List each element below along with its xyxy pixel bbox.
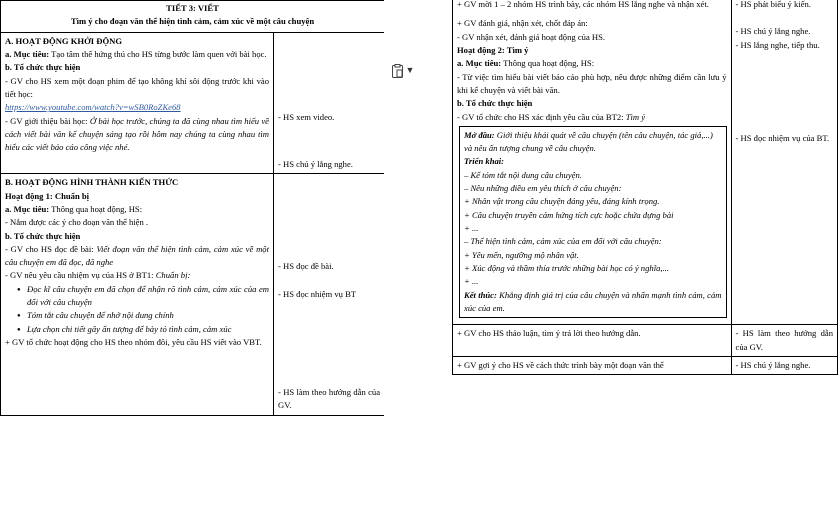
list-item: – Kể tóm tắt nội dung câu chuyện.	[464, 169, 582, 180]
hs-listen: - HS chú ý lắng nghe.	[735, 26, 811, 37]
list-item: + Nhân vật trong câu chuyện đáng yêu, đáng kính trọng.	[464, 196, 660, 207]
list-item: + Câu chuyện truyền cảm hứng tích cực hoặc chứa đựng bài	[464, 209, 674, 220]
outline-box	[459, 126, 727, 318]
paste-options-button[interactable]	[384, 60, 422, 82]
activity-1-objective: a. Mục tiêu: Thông qua hoạt động, HS:	[5, 203, 143, 214]
activity-1-hs-read-task: - HS đọc nhiệm vụ BT	[278, 288, 357, 299]
list-item: + ...	[464, 276, 479, 287]
title-row	[1, 1, 385, 33]
section-a-implementation: b. Tổ chức thực hiện	[5, 62, 81, 73]
activity-1-implementation: b. Tổ chức thực hiện	[5, 230, 81, 241]
activity-1-hs-read-topic: - HS đọc đề bài.	[278, 261, 334, 272]
section-a-hs-listen: - HS chú ý lắng nghe.	[278, 158, 353, 169]
right-row-2	[453, 325, 838, 357]
section-b-heading: B. HOẠT ĐỘNG HÌNH THÀNH KIẾN THỨC	[5, 177, 179, 188]
hs-attend: - HS chú ý lắng nghe.	[735, 359, 811, 370]
chevron-down-icon: ▼	[405, 65, 415, 76]
list-item: – Nêu những điều em yêu thích ở câu chuyện:	[464, 183, 622, 194]
list-item: ● Đọc kĩ câu chuyện em đã chọn để nhận rõ tình cảm, cảm xúc của em đối với câu chuyện	[17, 283, 269, 310]
lesson-subtitle: Tìm ý cho đoạn văn thể hiện tình cảm, cảm xúc về một câu chuyện	[70, 16, 315, 27]
section-a-student-cell	[274, 32, 385, 174]
section-b-row	[1, 174, 385, 415]
list-item: ● Lựa chọn chi tiết gây ấn tượng để bày tỏ tình cảm, cảm xúc	[17, 323, 269, 336]
activity-1-heading: Hoạt động 1: Chuẩn bị	[5, 190, 90, 201]
hs-read-task: - HS đọc nhiệm vụ của BT.	[735, 132, 830, 143]
clipboard-paste-icon	[392, 64, 403, 78]
section-a-gv-intro: - GV giới thiệu bài học: Ở bài học trước, chúng ta đã cùng nhau tìm hiểu về cách viết bài văn kể chuyện sáng tạo rồi hôm nay chúng ta cùng nhau tìm hiểu các viết báo cáo công việc nhé.	[5, 115, 269, 153]
activity-1-gv-pairs: + GV tổ chức hoạt động cho HS theo nhóm đôi, yêu cầu HS viết vào VBT.	[5, 337, 262, 347]
outline-body-label: Triển khai:	[464, 156, 505, 167]
hs-follow: - HS làm theo hướng dẫn của GV.	[735, 328, 833, 352]
list-item: + Yêu mến, ngưỡng mộ nhân vật.	[464, 249, 579, 260]
activity-2-heading: Hoạt động 2: Tìm ý	[457, 44, 529, 55]
activity-1-grasp: - Nắm được các ý cho đoạn văn thể hiện .	[5, 217, 149, 228]
section-b-teacher-cell	[1, 174, 274, 415]
document-page-left	[0, 0, 384, 527]
right-row-3	[453, 356, 838, 374]
preparation-bullet-list	[5, 283, 269, 336]
list-item: + Xúc động và thầm thía trước những bài học có ý nghĩa,...	[464, 262, 669, 273]
gv-discussion: + GV cho HS thảo luận, tìm ý trả lời theo hướng dẫn.	[457, 328, 641, 339]
activity-2-objective: a. Mục tiêu: Thông qua hoạt động, HS:	[457, 58, 595, 69]
section-a-heading: A. HOẠT ĐỘNG KHỞI ĐỘNG	[5, 35, 123, 46]
document-page-right	[452, 0, 838, 527]
activity-2-gv-task: - GV tổ chức cho HS xác định yêu cầu của BT2: Tìm ý	[457, 111, 646, 122]
hs-listen-absorb: - HS lắng nghe, tiếp thu.	[735, 39, 820, 50]
gv-comment: - GV nhận xét, đánh giá hoạt động của HS.	[457, 31, 606, 42]
activity-1-gv-topic: - GV cho HS đọc đề bài: Viết đoạn văn thể hiện tình cảm, cảm xúc về một câu chuyện em đã đọc, đã nghe	[5, 243, 269, 268]
hs-speak: - HS phát biểu ý kiến.	[735, 0, 811, 9]
lesson-table-right	[452, 0, 838, 375]
lesson-table-left	[0, 0, 384, 416]
section-a-gv-video: - GV cho HS xem một đoạn phim để tạo không khí sôi động trước khi vào tiết học:	[5, 75, 269, 99]
gv-invite-groups: + GV mời 1 – 2 nhóm HS trình bày, các nhóm HS lắng nghe và nhận xét.	[457, 0, 709, 9]
lesson-title: TIẾT 3: VIẾT	[166, 3, 219, 13]
outline-conclusion: Kết thúc: Khẳng định giá trị của câu chuyện và nhấn mạnh tình cảm, cảm xúc của em.	[464, 289, 722, 313]
list-item: – Thể hiện tình cảm, cảm xúc của em đối với câu chuyện:	[464, 236, 662, 247]
section-a-hs-video: - HS xem video.	[278, 111, 335, 122]
section-a-objective: a. Mục tiêu: Tạo tâm thế hứng thú cho HS từng bước làm quen với bài học.	[5, 48, 267, 59]
outline-intro: Mở đầu: Giới thiệu khái quát về câu chuyện (tên câu chuyện, tác giả,...) và nêu ấn tượng chung về câu chuyện.	[464, 129, 713, 154]
gv-suggest: + GV gợi ý cho HS về cách thức trình bày một đoạn văn thể	[457, 359, 664, 370]
video-link[interactable]: https://www.youtube.com/watch?v=wSB0RoZKe68	[5, 102, 181, 113]
section-b-student-cell	[274, 174, 385, 415]
activity-1-gv-task: - GV nêu yêu cầu nhiệm vụ của HS ở BT1: Chuẩn bị:	[5, 270, 191, 281]
activity-2-from-report: - Từ việc tìm hiểu bài viết báo cáo phù hợp, nêu được những điểm cần lưu ý khi kể chuyện và viết bài văn.	[457, 71, 727, 95]
list-item: ● Tóm tắt câu chuyện để nhớ nội dung chính	[17, 309, 269, 322]
gv-evaluate: + GV đánh giá, nhận xét, chốt đáp án:	[457, 18, 588, 29]
right-row-1	[453, 0, 838, 325]
list-item: + ...	[464, 223, 479, 233]
section-a-row	[1, 32, 385, 174]
activity-2-implementation: b. Tổ chức thực hiện	[457, 98, 533, 109]
activity-1-hs-follow: - HS làm theo hướng dẫn của GV.	[278, 386, 381, 411]
section-a-teacher-cell	[1, 32, 274, 174]
